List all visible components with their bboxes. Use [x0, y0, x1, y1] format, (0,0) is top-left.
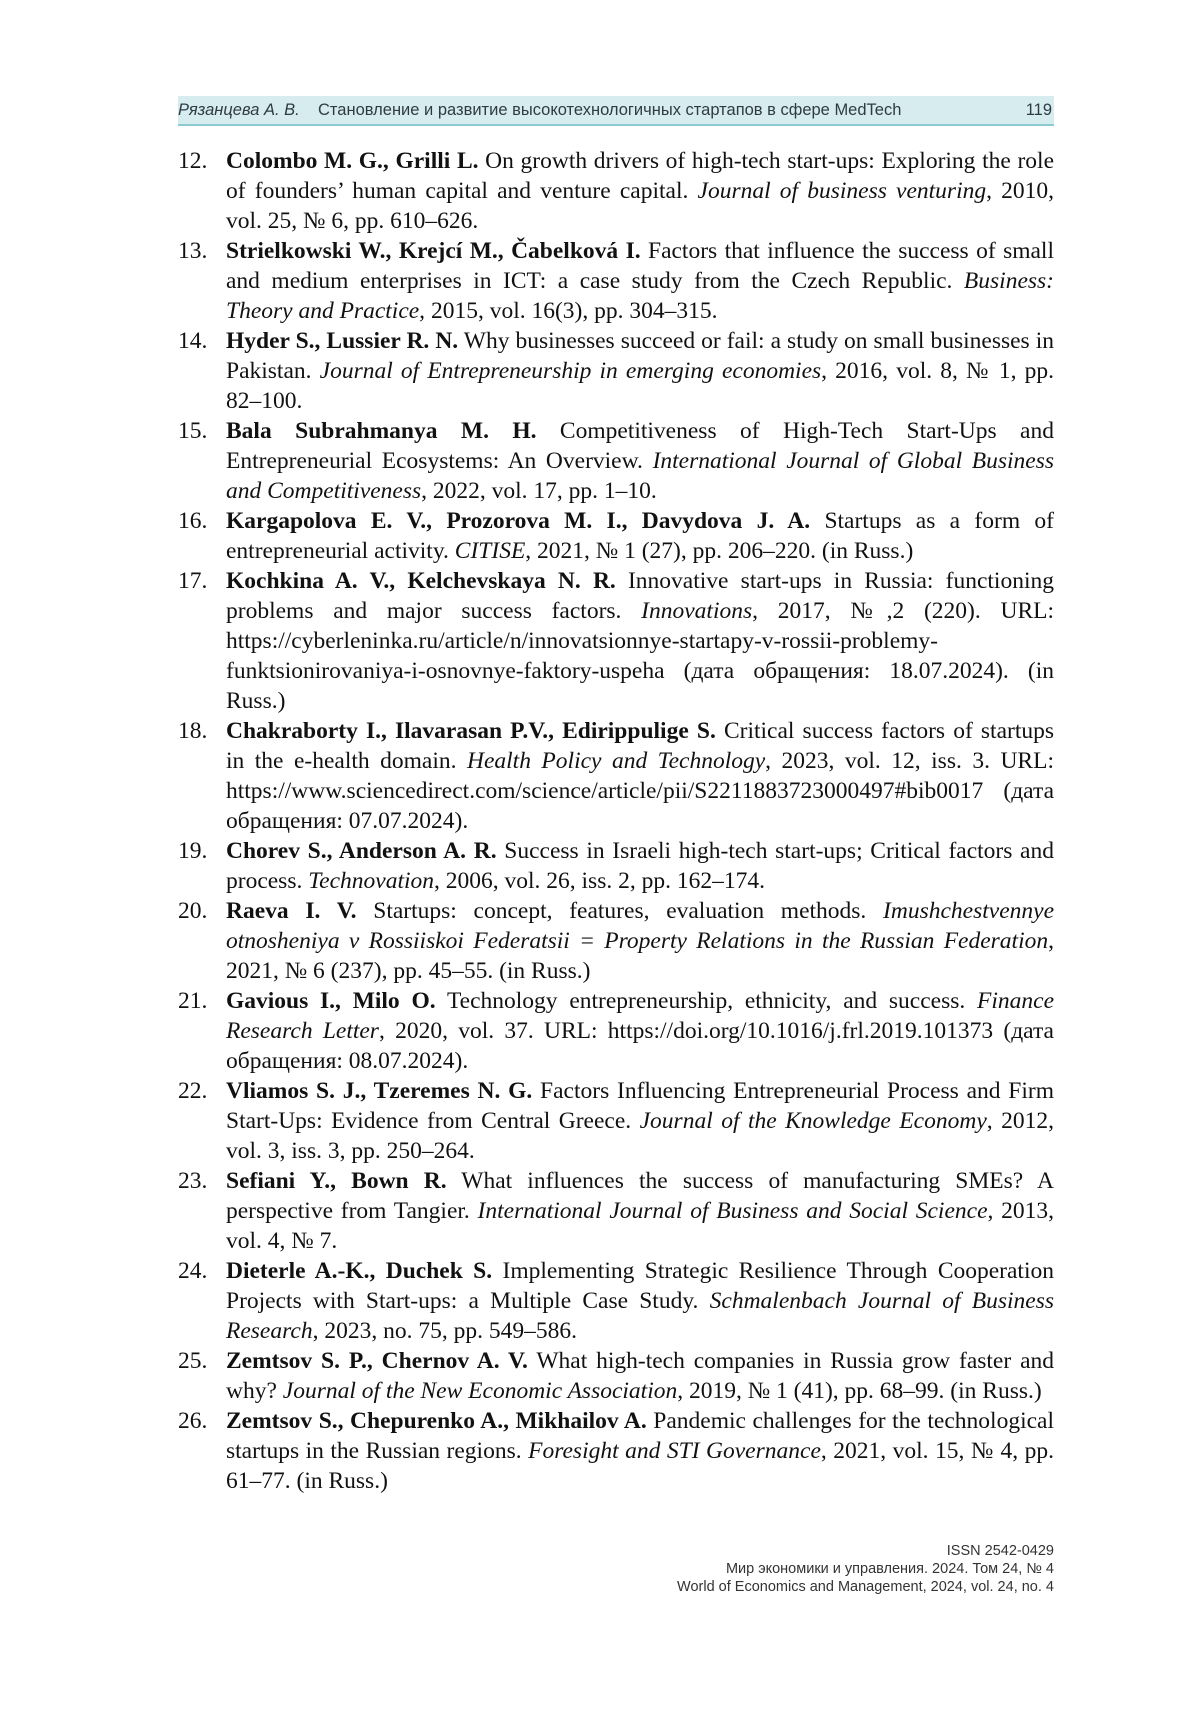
reference-text: Startups as a form of entrepreneurial activity. [226, 508, 1054, 564]
reference-authors: Raeva I. V. [226, 898, 357, 924]
reference-details: , 2017, №,2 (220). URL: https://cyberleninka.ru/article/n/innovatsionnye-startapy-v-rossii-problemy-funktsionirovaniya-i-osnovnye-faktory-uspeha (дата обращения: 18.07.2024). (in Russ.) [226, 598, 1055, 714]
reference-item [0, 566, 1054, 716]
running-header [178, 96, 1054, 126]
reference-journal: Foresight and STI Governance [528, 1438, 821, 1464]
reference-details: , 2023, vol. 12, iss. 3. URL: https://www.sciencedirect.com/science/article/pii/S2211883723000497#bib0017 (дата обращения: 07.07.2024). [226, 748, 1054, 834]
reference-text: Competitiveness of High-Tech Start-Ups and Entrepreneurial Ecosystems: An Overview. [226, 418, 1054, 474]
reference-details: , 2021, № 6 (237), pp. 45–55. (in Russ.) [226, 928, 1054, 984]
reference-number: 20. [178, 898, 208, 924]
reference-item [0, 986, 1054, 1076]
reference-text: What high-tech companies in Russia grow faster and why? [226, 1348, 1054, 1404]
reference-journal: CITISE [454, 538, 526, 564]
header-title: Становление и развитие высокотехнологичных стартапов в сфере MedTech [318, 101, 902, 119]
reference-number: 12. [178, 148, 208, 174]
reference-item [0, 896, 1054, 986]
reference-authors: Zemtsov S. P., Chernov A. V. [226, 1348, 528, 1374]
reference-item [0, 416, 1054, 506]
reference-authors: Bala Subrahmanya M. H. [226, 418, 537, 444]
reference-details: , 2019, № 1 (41), pp. 68–99. (in Russ.) [677, 1378, 1042, 1404]
reference-journal: Business: Theory and Practice, [226, 268, 1054, 324]
reference-journal: Innovations [641, 598, 753, 624]
reference-details: 2015, vol. 16(3), pp. 304–315. [425, 298, 718, 324]
reference-item [0, 1256, 1054, 1346]
reference-details: , 2020, vol. 37. URL: https://doi.org/10.1016/j.frl.2019.101373 (дата обращения: 08.07.2024). [226, 1018, 1054, 1074]
reference-journal: Finance Research Letter [226, 988, 1054, 1044]
page-number: 119 [1025, 101, 1052, 119]
reference-item [0, 1346, 1054, 1406]
header-author: Рязанцева А. В. [178, 101, 300, 119]
reference-item [0, 506, 1054, 566]
reference-journal: Journal of the Knowledge Economy [639, 1108, 987, 1134]
reference-authors: Dieterle A.-K., Duchek S. [226, 1258, 493, 1284]
reference-authors: Chakraborty I., Ilavarasan P.V., Edirippulige S. [226, 718, 716, 744]
footer [677, 1542, 1054, 1596]
reference-details: , 2016, vol. 8, № 1, pp. 82–100. [226, 358, 1054, 414]
reference-number: 24. [178, 1258, 208, 1284]
reference-number: 15. [178, 418, 208, 444]
reference-number: 25. [178, 1348, 208, 1374]
reference-item [0, 1076, 1054, 1166]
reference-item [0, 1166, 1054, 1256]
reference-number: 17. [178, 568, 208, 594]
reference-text: Implementing Strategic Resilience Through Cooperation Projects with Start-ups: a Multiple Case Study. [226, 1258, 1054, 1314]
reference-authors: Vliamos S. J., Tzeremes N. G. [226, 1078, 533, 1104]
reference-details: , 2023, no. 75, pp. 549–586. [312, 1318, 577, 1344]
reference-authors: Colombo M. G., Grilli L. [226, 148, 479, 174]
reference-text: Why businesses succeed or fail: a study on small businesses in Pakistan. [226, 328, 1055, 384]
reference-details: , 2021, vol. 15, № 4, pp. 61–77. (in Russ.) [226, 1438, 1054, 1494]
reference-text: Innovative start-ups in Russia: functioning problems and major success factors. [226, 568, 1054, 624]
reference-item [0, 716, 1054, 836]
footer-journal-en: World of Economics and Management, 2024, vol. 24, no. 4 [677, 1579, 1054, 1595]
reference-details: , 2013, vol. 4, № 7. [226, 1198, 1055, 1254]
reference-journal: International Journal of Global Business and Competitiveness [226, 448, 1054, 504]
footer-journal-ru: Мир экономики и управления. 2024. Том 24, № 4 [725, 1561, 1054, 1577]
reference-authors: Strielkowski W., Krejcí M., Čabelková I. [226, 238, 641, 264]
reference-number: 18. [178, 718, 208, 744]
reference-item [0, 236, 1054, 326]
reference-journal: Imushchestvennye otnosheniya v Rossiiskoi Federatsii = Property Relations in the Russian Federation [226, 898, 1054, 954]
reference-text: On growth drivers of high-tech start-ups: Exploring the role of founders’ human capital and venture capital. [226, 148, 1054, 204]
reference-journal: Technovation [308, 868, 434, 894]
reference-journal: Journal of Entrepreneurship in emerging economies [319, 358, 822, 384]
reference-list [0, 146, 1200, 1496]
reference-number: 13. [178, 238, 208, 264]
reference-journal: Journal of the New Economic Association [282, 1378, 678, 1404]
reference-authors: Chorev S., Anderson A. R. [226, 838, 497, 864]
reference-text: Critical success factors of startups in the e-health domain. [226, 718, 1054, 774]
reference-journal: Schmalenbach Journal of Business Research [226, 1288, 1054, 1344]
reference-number: 26. [178, 1408, 208, 1434]
reference-details: , 2012, vol. 3, iss. 3, pp. 250–264. [226, 1108, 1054, 1164]
reference-authors: Sefiani Y., Bown R. [226, 1168, 447, 1194]
reference-authors: Hyder S., Lussier R. N. [226, 328, 459, 354]
reference-item [0, 1406, 1054, 1496]
reference-text: Pandemic challenges for the technological startups in the Russian regions. [226, 1408, 1054, 1464]
reference-item [0, 146, 1054, 236]
reference-text: Startups: concept, features, evaluation methods. [356, 898, 884, 924]
reference-number: 23. [178, 1168, 208, 1194]
reference-text: Factors Influencing Entrepreneurial Process and Firm Start-Ups: Evidence from Central Greece. [226, 1078, 1054, 1134]
reference-details: , 2010, vol. 25, № 6, pp. 610–626. [226, 178, 1055, 234]
reference-text: Technology entrepreneurship, ethnicity, and success. [435, 988, 977, 1014]
reference-number: 19. [178, 838, 208, 864]
reference-journal: Journal of business venturing [697, 178, 987, 204]
reference-item [0, 326, 1054, 416]
reference-journal: Health Policy and Technology [466, 748, 766, 774]
reference-number: 16. [178, 508, 208, 534]
reference-journal: International Journal of Business and Social Science [477, 1198, 988, 1224]
reference-text: Success in Israeli high-tech start-ups; Critical factors and process. [226, 838, 1054, 894]
reference-text: What influences the success of manufacturing SMEs? A perspective from Tangier. [226, 1168, 1054, 1224]
reference-details: , 2006, vol. 26, iss. 2, pp. 162–174. [434, 868, 765, 894]
reference-authors: Kargapolova E. V., Prozorova M. I., Davydova J. A. [226, 508, 811, 534]
reference-authors: Kochkina A. V., Kelchevskaya N. R. [226, 568, 616, 594]
reference-number: 14. [178, 328, 208, 354]
reference-authors: Gavious I., Milo O. [226, 988, 436, 1014]
reference-details: , 2022, vol. 17, pp. 1–10. [421, 478, 657, 504]
reference-authors: Zemtsov S., Chepurenko A., Mikhailov A. [226, 1408, 647, 1434]
footer-issn: ISSN 2542-0429 [946, 1543, 1054, 1559]
reference-text: Factors that influence the success of small and medium enterprises in ICT: a case study from the Czech Republic. [226, 238, 1054, 294]
reference-item [0, 836, 1054, 896]
reference-details: , 2021, № 1 (27), pp. 206–220. (in Russ.) [525, 538, 914, 564]
reference-number: 22. [178, 1078, 208, 1104]
reference-number: 21. [178, 988, 208, 1014]
